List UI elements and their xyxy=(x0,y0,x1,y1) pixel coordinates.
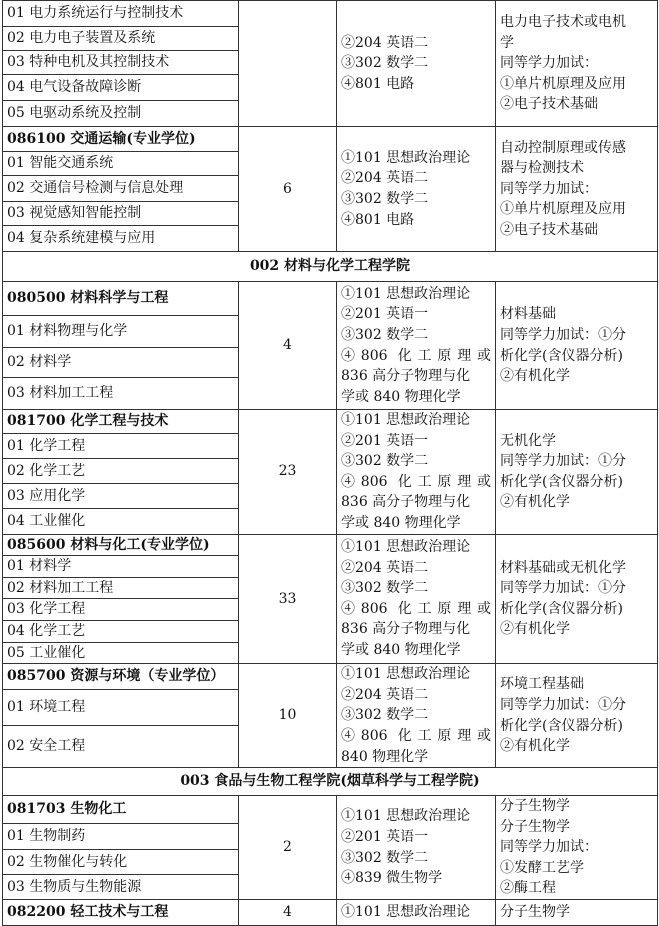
table-row xyxy=(3,1,658,27)
reexam-note-line: 材料基础或无机化学 xyxy=(500,559,626,576)
reexam-note-line: 同等学力加试： xyxy=(500,180,598,197)
program-table-body xyxy=(3,1,658,926)
section-header-row xyxy=(3,768,658,796)
reexam-note-line: 同等学力加试： xyxy=(500,839,598,856)
research-direction: 01 化学工程 xyxy=(3,434,239,459)
enrollment-count: 2 xyxy=(239,796,337,900)
research-direction: 03 化学工程 xyxy=(3,599,239,621)
research-direction: 02 交通信号检测与信息处理 xyxy=(3,176,239,202)
exam-subject-line: ①101 思想政治理论 xyxy=(341,285,471,302)
table-row xyxy=(3,900,658,926)
exam-subject-line: ②204 英语二 xyxy=(341,34,429,51)
reexam-notes xyxy=(496,410,658,535)
research-direction: 01 智能交通系统 xyxy=(3,152,239,176)
research-direction: 04 复杂系统建模与应用 xyxy=(3,226,239,252)
exam-subjects xyxy=(337,664,496,768)
reexam-note-line: 材料基础 xyxy=(500,306,556,323)
exam-subjects xyxy=(337,1,496,127)
reexam-note-line: 自动控制原理或传感 xyxy=(500,139,626,156)
reexam-notes xyxy=(496,1,658,127)
exam-subject-line: ①101 思想政治理论 xyxy=(341,412,471,428)
table-row xyxy=(3,127,658,152)
exam-subject-line: ②201 英语一 xyxy=(341,432,429,449)
exam-subject-line: ①101 思想政治理论 xyxy=(341,149,471,166)
research-direction: 01 材料物理与化学 xyxy=(3,316,239,348)
exam-subject-line: 840 物理化学 xyxy=(341,748,429,765)
exam-subject-line: ④839 微生物学 xyxy=(341,870,443,887)
program-header: 085600 材料与化工(专业学位) xyxy=(3,534,239,556)
reexam-note-line: ①发酵工艺学 xyxy=(500,859,584,876)
research-direction: 03 应用化学 xyxy=(3,484,239,509)
exam-subjects xyxy=(337,410,496,535)
exam-subject-line: 836 高分子物理与化 xyxy=(341,494,471,511)
table-row xyxy=(3,664,658,690)
reexam-note-line: ②有机化学 xyxy=(500,738,570,755)
reexam-note-line: 分子生物学 xyxy=(500,798,570,815)
exam-subjects xyxy=(337,900,496,926)
exam-subject-line: ③302 数学二 xyxy=(341,453,429,470)
program-header: 082200 轻工技术与工程 xyxy=(3,900,239,926)
research-direction: 02 材料学 xyxy=(3,348,239,378)
research-direction: 01 生物制药 xyxy=(3,823,239,850)
reexam-note-line: ②电子技术基础 xyxy=(500,96,598,113)
research-direction: 04 工业催化 xyxy=(3,509,239,534)
exam-subjects xyxy=(337,534,496,664)
reexam-notes xyxy=(496,282,658,410)
research-direction: 02 电力电子装置及系统 xyxy=(3,27,239,51)
reexam-note-line: 析化学(含仪器分析) xyxy=(500,717,623,734)
program-header: 081703 生物化工 xyxy=(3,796,239,824)
exam-subjects xyxy=(337,282,496,410)
reexam-note-line: 同等学力加试： xyxy=(500,55,598,72)
exam-subject-line: ③302 数学二 xyxy=(341,55,429,72)
research-direction: 04 化学工艺 xyxy=(3,620,239,642)
exam-subject-line: 836 高分子物理与化 xyxy=(341,368,471,385)
program-header: 085700 资源与环境（专业学位） xyxy=(3,664,239,690)
research-direction: 02 材料加工工程 xyxy=(3,577,239,599)
table-row xyxy=(3,282,658,316)
reexam-note-line: ①单片机原理及应用 xyxy=(500,201,626,218)
exam-subject-line: ①101 思想政治理论 xyxy=(341,808,471,825)
reexam-note-line: ②酶工程 xyxy=(500,880,556,897)
exam-subject-line: ③302 数学二 xyxy=(341,707,429,724)
reexam-note-line: 分子生物学 xyxy=(500,818,570,835)
reexam-note-line: ②有机化学 xyxy=(500,494,570,511)
exam-subject-line: ①101 思想政治理论 xyxy=(341,539,471,556)
reexam-note-line: 同等学力加试：①分 xyxy=(500,453,626,470)
reexam-note-line: ①单片机原理及应用 xyxy=(500,75,626,92)
reexam-note-line: ②有机化学 xyxy=(500,621,570,638)
section-title: 002 材料与化学工程学院 xyxy=(3,252,658,282)
admission-catalog-table xyxy=(2,0,657,920)
section-title: 003 食品与生物工程学院(烟草科学与工程学院) xyxy=(3,768,658,796)
program-header: 086100 交通运输(专业学位) xyxy=(3,127,239,152)
reexam-notes xyxy=(496,796,658,900)
exam-subject-line: ③302 数学二 xyxy=(341,580,429,597)
exam-subject-line: 836 高分子物理与化 xyxy=(341,621,471,638)
enrollment-count: 6 xyxy=(239,127,337,252)
reexam-note-line: 电力电子技术或电机 xyxy=(500,14,626,31)
exam-subject-line: ④801 电路 xyxy=(341,211,415,228)
reexam-note-line: ②电子技术基础 xyxy=(500,221,598,238)
reexam-note-line: 同等学力加试：①分 xyxy=(500,580,626,597)
research-direction: 05 电驱动系统及控制 xyxy=(3,101,239,127)
research-direction: 03 视觉感知智能控制 xyxy=(3,202,239,226)
reexam-notes xyxy=(496,534,658,664)
reexam-note-line: 析化学(含仪器分析) xyxy=(500,347,623,364)
exam-subject-line: ②201 英语一 xyxy=(341,306,429,323)
enrollment-count: 4 xyxy=(239,282,337,410)
exam-subject-line: ④801 电路 xyxy=(341,75,415,92)
enrollment-count xyxy=(239,1,337,127)
program-header: 081700 化学工程与技术 xyxy=(3,410,239,434)
reexam-note-line: 无机化学 xyxy=(500,432,556,449)
reexam-note-line: 器与检测技术 xyxy=(500,160,584,177)
table-row xyxy=(3,796,658,824)
exam-subject-line: ④806 化工原理或 xyxy=(341,727,491,744)
reexam-note-line: 析化学(含仪器分析) xyxy=(500,600,623,617)
research-direction: 01 环境工程 xyxy=(3,689,239,725)
exam-subject-line: 学或 840 物理化学 xyxy=(341,514,461,531)
research-direction: 03 生物质与生物能源 xyxy=(3,875,239,900)
reexam-note-line: 分子生物学 xyxy=(500,904,570,921)
exam-subject-line: ③302 数学二 xyxy=(341,326,429,343)
reexam-note-line: 析化学(含仪器分析) xyxy=(500,473,623,490)
enrollment-count: 23 xyxy=(239,410,337,535)
program-header: 080500 材料科学与工程 xyxy=(3,282,239,316)
section-header-row xyxy=(3,252,658,282)
exam-subject-line: ②204 英语二 xyxy=(341,170,429,187)
program-table xyxy=(2,0,658,926)
exam-subjects xyxy=(337,796,496,900)
enrollment-count: 10 xyxy=(239,664,337,768)
reexam-notes xyxy=(496,664,658,768)
reexam-note-line: 同等学力加试：①分 xyxy=(500,326,626,343)
reexam-note-line: ②有机化学 xyxy=(500,368,570,385)
research-direction: 02 生物催化与转化 xyxy=(3,850,239,875)
research-direction: 05 工业催化 xyxy=(3,642,239,664)
table-row xyxy=(3,410,658,434)
research-direction: 03 特种电机及其控制技术 xyxy=(3,51,239,75)
exam-subject-line: ②204 英语二 xyxy=(341,559,429,576)
table-row xyxy=(3,534,658,556)
exam-subject-line: ④806 化工原理或 xyxy=(341,600,491,617)
exam-subject-line: ④806 化工原理或 xyxy=(341,473,491,490)
exam-subject-line: 学或 840 物理化学 xyxy=(341,388,461,405)
exam-subject-line: ③302 数学二 xyxy=(341,849,429,866)
exam-subject-line: 学或 840 物理化学 xyxy=(341,642,461,659)
reexam-note-line: 学 xyxy=(500,34,514,51)
exam-subject-line: ③302 数学二 xyxy=(341,191,429,207)
exam-subject-line: ①101 思想政治理论 xyxy=(341,666,471,683)
reexam-note-line: 同等学力加试：①分 xyxy=(500,697,626,714)
exam-subject-line: ②201 英语一 xyxy=(341,828,429,845)
exam-subject-line: ④806 化工原理或 xyxy=(341,347,491,364)
reexam-notes xyxy=(496,900,658,926)
exam-subjects xyxy=(337,127,496,252)
enrollment-count: 4 xyxy=(239,900,337,926)
research-direction: 03 材料加工工程 xyxy=(3,378,239,410)
research-direction: 02 安全工程 xyxy=(3,725,239,767)
research-direction: 04 电气设备故障诊断 xyxy=(3,75,239,101)
reexam-note-line: 环境工程基础 xyxy=(500,676,584,693)
research-direction: 02 化学工艺 xyxy=(3,459,239,484)
exam-subject-line: ②204 英语二 xyxy=(341,686,429,703)
research-direction: 01 电力系统运行与控制技术 xyxy=(3,1,239,27)
research-direction: 01 材料学 xyxy=(3,556,239,578)
exam-subject-line: ①101 思想政治理论 xyxy=(341,904,471,921)
enrollment-count: 33 xyxy=(239,534,337,664)
reexam-notes xyxy=(496,127,658,252)
